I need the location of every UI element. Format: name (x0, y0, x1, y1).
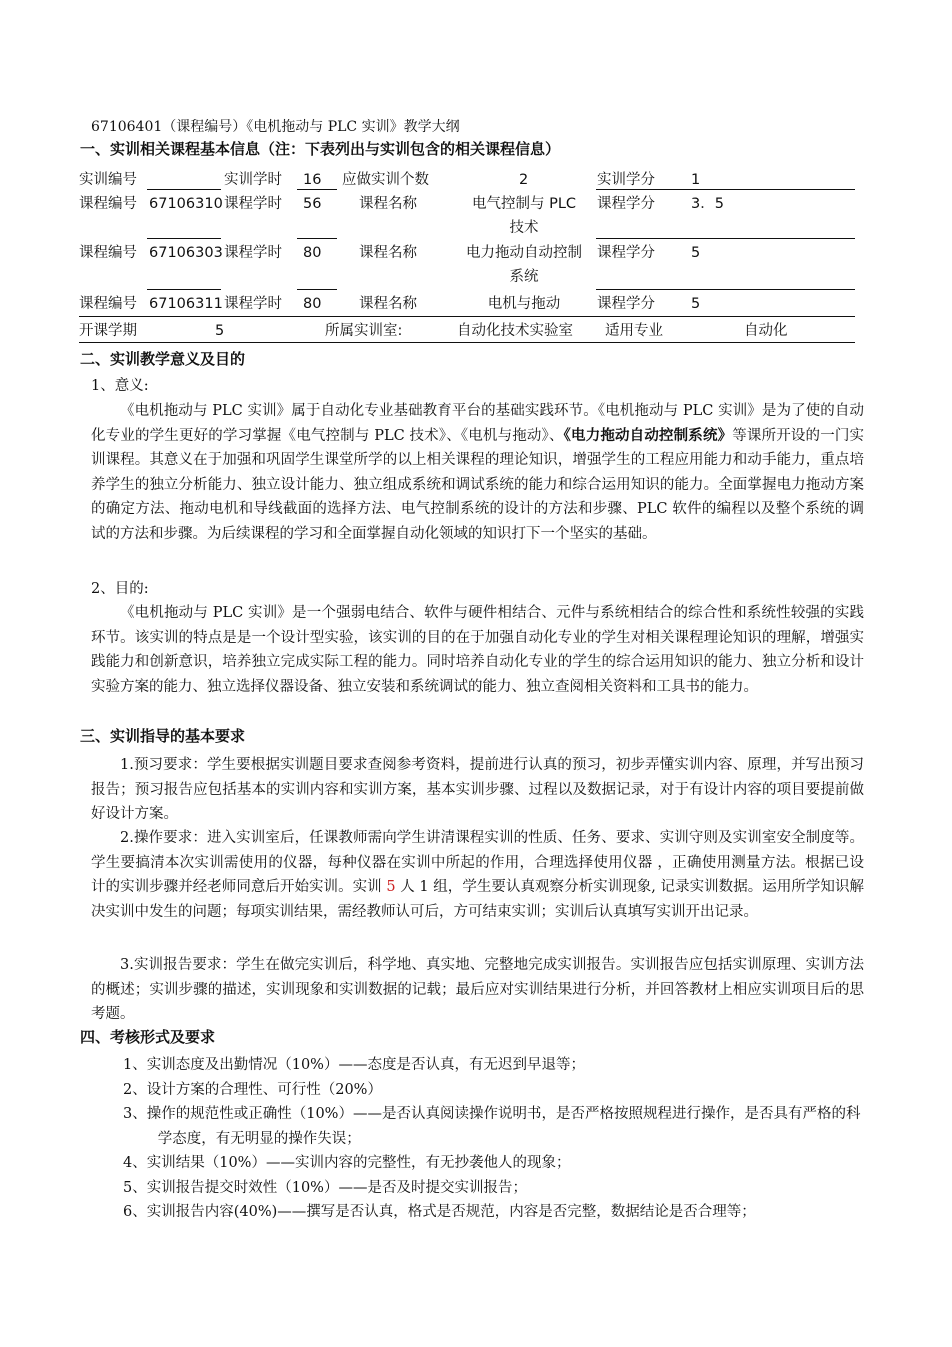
major-value: 自动化 (744, 323, 788, 339)
requirement-preview: 1.预习要求：学生要根据实训题目要求查阅参考资料，提前进行认真的预习，初步弄懂实训内容、原理，并写出预习报告；预习报告应包括基本的实训内容和实训方案，基本实训步骤、过程以及数据记录，对于有设计内容的项目要提前做好设计方案。 (91, 757, 864, 822)
course-code-label: 课程编号 (79, 296, 137, 312)
course-name-value: 电机与拖动 (487, 296, 561, 312)
course-credit-label: 课程学分 (597, 296, 655, 312)
table-row-course-3 (79, 290, 855, 317)
course-code-value: 67106303 (149, 245, 223, 261)
section-4-heading: 四、考核形式及要求 (80, 1028, 216, 1046)
meaning-label: 1、意义: (91, 378, 149, 394)
group-size-number: 5 (386, 879, 396, 895)
course-hours-label: 课程学时 (224, 296, 282, 312)
table-row-course-2 (79, 239, 855, 290)
term-value: 5 (215, 323, 225, 339)
assessment-list (123, 1053, 863, 1225)
training-code-label: 实训编号 (79, 172, 137, 188)
course-credit-label: 课程学分 (597, 245, 655, 261)
course-info-table (79, 168, 855, 343)
section-2-heading: 二、实训教学意义及目的 (80, 350, 246, 368)
training-credit-value: 1 (691, 172, 701, 188)
course-credit-value: 5 (691, 296, 701, 312)
list-item: 5、实训报告提交时效性（10%）——是否及时提交实训报告； (123, 1179, 527, 1196)
term-label: 开课学期 (79, 323, 137, 339)
training-hours-value: 16 (303, 172, 322, 188)
table-row-term (79, 317, 855, 343)
course-credit-label: 课程学分 (597, 196, 655, 212)
requirement-operation (91, 826, 864, 924)
table-row-training (79, 168, 855, 190)
training-count-value: 2 (519, 172, 529, 188)
requirement-report: 3.实训报告要求：学生在做完实训后，科学地、真实地、完整地完成实训报告。实训报告应包括实训原理、实训方法的概述；实训步骤的描述，实训现象和实训数据的记载；最后应对实训结果进行分析，并回答教材上相应实训项目后的思考题。 (91, 957, 864, 1022)
section-3-heading: 三、实训指导的基本要求 (80, 727, 246, 745)
purpose-label: 2、目的: (91, 581, 149, 597)
major-label: 适用专业 (605, 323, 663, 339)
list-item: 1、实训态度及出勤情况（10%）——态度是否认真，有无迟到早退等； (123, 1057, 585, 1073)
course-name-value: 电力拖动自动控制系统 (466, 245, 582, 285)
list-item: 2、设计方案的合理性、可行性（20%） (123, 1081, 382, 1098)
meaning-text-a: 《电机拖动与 PLC 实训》属于自动化专业基础教育平台的基础实践环节。《电机拖动与 PLC 实训》是为了使的自动化专业的学生更好的学习掌握《电气控制与 PLC 技术》、《电机与拖动》、 (91, 403, 864, 444)
course-credit-value: 3．5 (691, 196, 724, 212)
meaning-text-bold: 《电力拖动自动控制系统》 (563, 426, 733, 444)
course-code-label: 课程编号 (79, 245, 137, 261)
list-item: 4、实训结果（10%）——实训内容的完整性，有无抄袭他人的现象； (123, 1155, 571, 1171)
course-hours-value: 80 (303, 296, 322, 312)
operation-text-a: 2.操作要求：进入实训室后，任课教师需向学生讲清课程实训的性质、任务、要求、实训守则及实训室安全制度等。学生要搞清本次实训需使用的仪器，每种仪器在实训中所起的作用，合理选择使用仪器 ，正确使用测量方法。根据已设计的实训步骤并经老师同意后开始实训。实训 (91, 830, 864, 895)
list-item: 3、操作的规范性或正确性（10%）——是否认真阅读操作说明书，是否严格按照规程进行操作，是否具有严格的科学态度，有无明显的操作失误； (123, 1106, 861, 1147)
lab-value: 自动化技术实验室 (457, 323, 573, 339)
lab-label: 所属实训室: (325, 323, 403, 339)
course-credit-value: 5 (691, 245, 701, 261)
meaning-paragraph (91, 399, 864, 546)
course-hours-value: 80 (303, 245, 322, 261)
course-code-label: 课程编号 (79, 196, 137, 212)
course-name-label: 课程名称 (359, 245, 417, 261)
training-count-label: 应做实训个数 (342, 172, 429, 188)
table-row-course-1 (79, 190, 855, 239)
course-name-label: 课程名称 (359, 296, 417, 312)
training-hours-label: 实训学时 (224, 172, 282, 188)
meaning-text-b: 等课所开设的一门实训课程。其意义在于加强和巩固学生课堂所学的以上相关课程的理论知识，增强学生的工程应用能力和动手能力，重点培养学生的独立分析能力、独立设计能力、独立组成系统和调试系统的能力和综合运用知识的能力。全面掌握电力拖动方案的确定方法、拖动电机和导线截面的选择方法、电气控制系统的设计的方法和步骤、PLC 软件的编程以及整个系统的调试的方法和步骤。为后续课程的学习和全面掌握自动化领域的知识打下一个坚实的基础。 (91, 427, 865, 542)
purpose-paragraph: 《电机拖动与 PLC 实训》是一个强弱电结合、软件与硬件相结合、元件与系统相结合的综合性和系统性较强的实践环节。该实训的特点是是一个设计型实验，该实训的目的在于加强自动化专业的学生对相关课程理论知识的理解，增强实践能力和创新意识，培养独立完成实际工程的能力。同时培养自动化专业的学生的综合运用知识的能力、独立分析和设计实验方案的能力、独立选择仪器设备、独立安装和系统调试的能力、独立查阅相关资料和工具书的能力。 (91, 605, 864, 695)
section-1-heading: 一、实训相关课程基本信息（注：下表列出与实训包含的相关课程信息） (80, 140, 561, 158)
list-item: 6、实训报告内容(40%)——撰写是否认真，格式是否规范，内容是否完整，数据结论是否合理等； (123, 1204, 756, 1220)
course-code-value: 67106310 (149, 196, 223, 212)
document-title: 67106401（课程编号）《电机拖动与 PLC 实训》教学大纲 (91, 119, 460, 135)
operation-text-b: 人 1 组，学生要认真观察分析实训现象, 记录实训数据。运用所学知识解决实训中发生的问题；每项实训结果，需经教师认可后，方可结束实训；实训后认真填写实训开出记录。 (91, 879, 864, 920)
course-hours-value: 56 (303, 196, 322, 212)
training-credit-label: 实训学分 (597, 172, 655, 188)
course-hours-label: 课程学时 (224, 196, 282, 212)
course-name-label: 课程名称 (359, 196, 417, 212)
course-name-value: 电气控制与 PLC 技术 (471, 196, 577, 236)
course-hours-label: 课程学时 (224, 245, 282, 261)
course-code-value: 67106311 (149, 296, 223, 312)
